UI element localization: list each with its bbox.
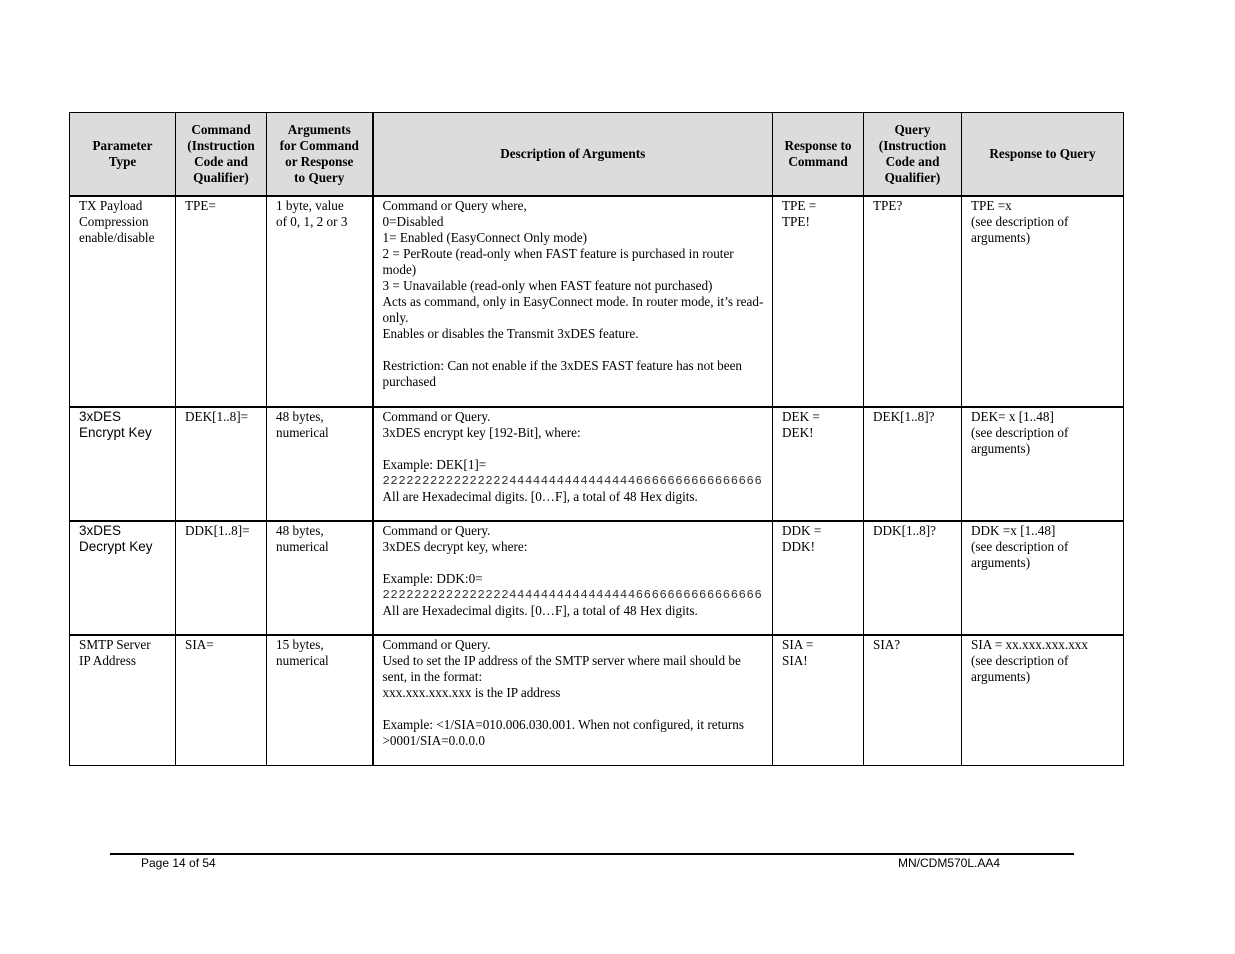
document-id: MN/CDM570L.AA4 — [898, 856, 1001, 870]
cell-parameter-type: TX Payload Compression enable/disable — [70, 196, 176, 407]
header-arguments: Arguments for Command or Response to Query — [267, 113, 373, 197]
cell-arguments: 48 bytes, numerical — [267, 521, 373, 635]
table-row — [70, 521, 1124, 635]
cell-response-to-command: DDK = DDK! — [773, 521, 864, 635]
header-query: Query (Instruction Code and Qualifier) — [864, 113, 962, 197]
table-row — [70, 196, 1124, 407]
cell-response-to-query: TPE =x (see description of arguments) — [962, 196, 1124, 407]
cell-query: SIA? — [864, 635, 962, 765]
header-command: Command (Instruction Code and Qualifier) — [176, 113, 267, 197]
table-row — [70, 407, 1124, 521]
cell-command: SIA= — [176, 635, 267, 765]
hex-key-example: 222222222222222244444444444444446666666666666666 — [382, 588, 763, 602]
cell-arguments: 48 bytes, numerical — [267, 407, 373, 521]
cell-query: DDK[1..8]? — [864, 521, 962, 635]
cell-description: Command or Query where, 0=Disabled 1= Enabled (EasyConnect Only mode) 2 = PerRoute (read-only when FAST feature is purchased in router mode) 3 = Unavailable (read-only when FAST feature not purchased) Acts as command, only in EasyConnect mode. In router mode, it’s read-only. Enables or disables the Transmit 3xDES feature. Restriction: Can not enable if the 3xDES FAST feature has not been purchased — [373, 196, 773, 407]
cell-query: DEK[1..8]? — [864, 407, 962, 521]
cell-response-to-command: DEK = DEK! — [773, 407, 864, 521]
cell-response-to-query: DDK =x [1..48] (see description of arguments) — [962, 521, 1124, 635]
cell-command: TPE= — [176, 196, 267, 407]
cell-command: DDK[1..8]= — [176, 521, 267, 635]
cell-command: DEK[1..8]= — [176, 407, 267, 521]
cell-parameter-type: 3xDES Encrypt Key — [70, 407, 176, 521]
cell-response-to-command: SIA = SIA! — [773, 635, 864, 765]
header-response-to-query: Response to Query — [962, 113, 1124, 197]
cell-parameter-type: SMTP Server IP Address — [70, 635, 176, 765]
cell-response-to-query: DEK= x [1..48] (see description of arguments) — [962, 407, 1124, 521]
cell-arguments: 1 byte, value of 0, 1, 2 or 3 — [267, 196, 373, 407]
cell-description: Command or Query. Used to set the IP address of the SMTP server where mail should be sent, in the format: xxx.xxx.xxx.xxx is the IP address Example: <1/SIA=010.006.030.001. When not configured, it returns >0001/SIA=0.0.0.0 — [373, 635, 773, 765]
cell-arguments: 15 bytes, numerical — [267, 635, 373, 765]
header-response-to-command: Response to Command — [773, 113, 864, 197]
table-row — [70, 635, 1124, 765]
header-description: Description of Arguments — [373, 113, 773, 197]
header-parameter-type: Parameter Type — [70, 113, 176, 197]
page-number: Page 14 of 54 — [141, 856, 216, 870]
hex-key-example: 222222222222222244444444444444446666666666666666 — [382, 474, 763, 488]
command-table — [69, 112, 1124, 766]
cell-description: Command or Query. 3xDES decrypt key, where: Example: DDK:0= 222222222222222244444444444444446666666666666666 All are Hexadecimal digits. [0…F], a total of 48 Hex digits. — [373, 521, 773, 635]
cell-response-to-query: SIA = xx.xxx.xxx.xxx (see description of arguments) — [962, 635, 1124, 765]
table-header-row — [70, 113, 1124, 197]
cell-query: TPE? — [864, 196, 962, 407]
footer-divider — [110, 853, 1074, 855]
cell-response-to-command: TPE = TPE! — [773, 196, 864, 407]
cell-parameter-type: 3xDES Decrypt Key — [70, 521, 176, 635]
cell-description: Command or Query. 3xDES encrypt key [192-Bit], where: Example: DEK[1]= 222222222222222244444444444444446666666666666666 All are Hexadecimal digits. [0…F], a total of 48 Hex digits. — [373, 407, 773, 521]
